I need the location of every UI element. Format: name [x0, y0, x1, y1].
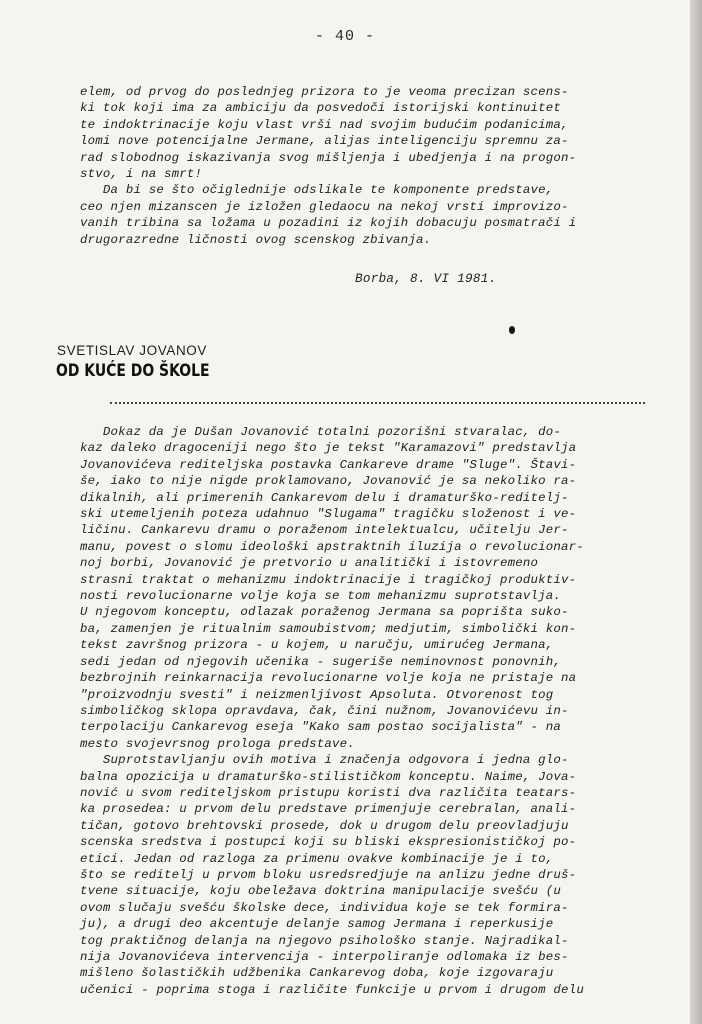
article-author: SVETISLAV JOVANOV — [57, 343, 207, 358]
text-line: učenici - poprima stoga i različite funkcije u prvom i drugom delu — [80, 982, 584, 997]
text-line: ba, zamenjen je ritualnim samoubistvom; medjutim, simbolički kon- — [80, 621, 577, 636]
text-line: ki tok koji ima za ambiciju da posvedoči istorijski kontinuitet — [80, 101, 562, 116]
ink-speck — [509, 326, 515, 334]
text-line: noj borbi, Jovanović je pretvorio u analitički i istovremeno — [80, 556, 539, 571]
text-line: te indoktrinacije koju vlast vrši nad svojim budućim podanicima, — [80, 117, 569, 132]
text-line: tekst završnog prizora - u kojem, u naručju, umirućeg Jermana, — [80, 638, 554, 653]
text-line: terpolaciju Cankarevog eseja "Kako sam postao socijalista" - na — [80, 720, 562, 735]
text-line: što se reditelj u prvom bloku usredsredjuje na anlizu jedne druš- — [80, 867, 577, 882]
text-line: nija Jovanovićeva intervencija - interpoliranje odlomaka iz bes- — [80, 950, 569, 964]
text-line: dikalnih, ali primerenih Cankarevom delu i dramaturško-reditelj- — [80, 490, 569, 505]
source-citation: Borba, 8. VI 1981. — [355, 272, 497, 286]
text-line: ju), a drugi deo akcentuje delanje samog Jermana i reperkusije — [80, 917, 554, 932]
text-line: strasni traktat o mehanizmu indoktrinacije i tragičkoj produktiv- — [80, 572, 577, 587]
text-line: ovom slučaju svešću školske dece, individua koje se tek formira- — [80, 900, 569, 915]
text-line: nović u svom rediteljskom pristupu koristi dva različita teatars- — [80, 785, 577, 800]
text-line: rad slobodnog iskazivanja svog mišljenja i ubedjenja i na progon- — [80, 150, 577, 165]
text-line: mesto svojevrsnog prologa predstave. — [80, 736, 355, 751]
text-line: mišleno šolastičkih udžbenika Cankarevog doba, koje izgovaraju — [80, 966, 554, 981]
text-line: še, iako to nije nigde proklamovano, Jovanović je sa nekoliko ra- — [80, 474, 577, 489]
text-line: ličinu. Cankarevu dramu o poraženom intelektualcu, učitelju Jer- — [80, 523, 569, 538]
dotted-divider — [110, 402, 645, 404]
text-line: nosti revolucionarne volje koja se tom mehanizmu suprotstavlja. — [80, 589, 562, 604]
text-line: tog praktičnog delanja na njegovo psihološko stanje. Najradikal- — [80, 933, 569, 948]
text-line: bezbrojnih reinkarnacija revolucionarne volje koja ne pristaje na — [80, 671, 577, 686]
text-line: ka prosedea: u prvom delu predstave primenjuje cerebralan, anali- — [80, 802, 577, 817]
text-line: ceo njen mizanscen je izložen gledaocu na nekoj vrsti improvizo- — [80, 199, 569, 214]
page-number: - 40 - — [314, 28, 375, 45]
text-line: elem, od prvog do poslednjeg prizora to je veoma precizan scens- — [80, 85, 569, 99]
text-line: balna opozicija u dramaturško-stilističkom konceptu. Naime, Jova- — [80, 769, 577, 784]
text-line: tičan, gotovo brehtovski prosede, dok u drugom delu preovladjuju — [80, 818, 569, 833]
text-line: ski utemeljenih poteza udahnuo "Slugama" tragičku složenost i ve- — [80, 507, 577, 522]
text-line: etici. Jedan od razloga za primenu ovakve kombinacije je i to, — [80, 851, 554, 866]
text-line: U njegovom konceptu, odlazak poraženog Jermana sa poprišta suko- — [80, 605, 569, 620]
text-line: drugorazredne ličnosti ovog scenskog zbivanja. — [80, 232, 432, 247]
text-line: vanih tribina sa ložama u pozadini iz kojih dobacuju posmatrači i — [80, 216, 577, 231]
text-line: Da bi se što očiglednije odslikale te komponente predstave, — [80, 183, 554, 198]
text-line: tvene situacije, koju obeležava doktrina manipulacije svešću (u — [80, 884, 562, 899]
text-line: lomi nove potencijalne Jermane, alijas inteligenciju spremnu za- — [80, 134, 569, 149]
page-edge-shadow — [690, 0, 702, 1024]
text-line: Suprotstavljanju ovih motiva i značenja odgovora i jedna glo- — [80, 753, 569, 768]
text-line: kaz daleko dragoceniji nego što je tekst "Karamazovi" predstavlja — [80, 441, 577, 456]
article-body — [80, 424, 660, 998]
text-line: Dokaz da je Dušan Jovanović totalni pozorišni stvaralac, do- — [80, 425, 562, 439]
article-title: OD KUĆE DO ŠKOLE — [56, 361, 210, 381]
text-line: stvo, i na smrt! — [80, 167, 203, 182]
text-line: "proizvodnju svesti" i neizmenljivost Apsoluta. Otvorenost tog — [80, 687, 554, 702]
text-line: scenska sredstva i postupci koji su bliski ekspresionističkoj po- — [80, 835, 577, 850]
continuation-text — [80, 84, 660, 248]
text-line: Jovanovićeva rediteljska postavka Cankareve drame "Sluge". Štavi- — [80, 457, 577, 472]
text-line: simboličkog sklopa opravdava, čak, čini nužnom, Jovanovićevu in- — [80, 703, 569, 718]
text-line: manu, povest o slomu ideološki apstraktnih iluzija o revolucionar- — [80, 539, 584, 554]
text-line: sedi jedan od njegovih učenika - sugeriše neminovnost ponovnih, — [80, 654, 562, 669]
